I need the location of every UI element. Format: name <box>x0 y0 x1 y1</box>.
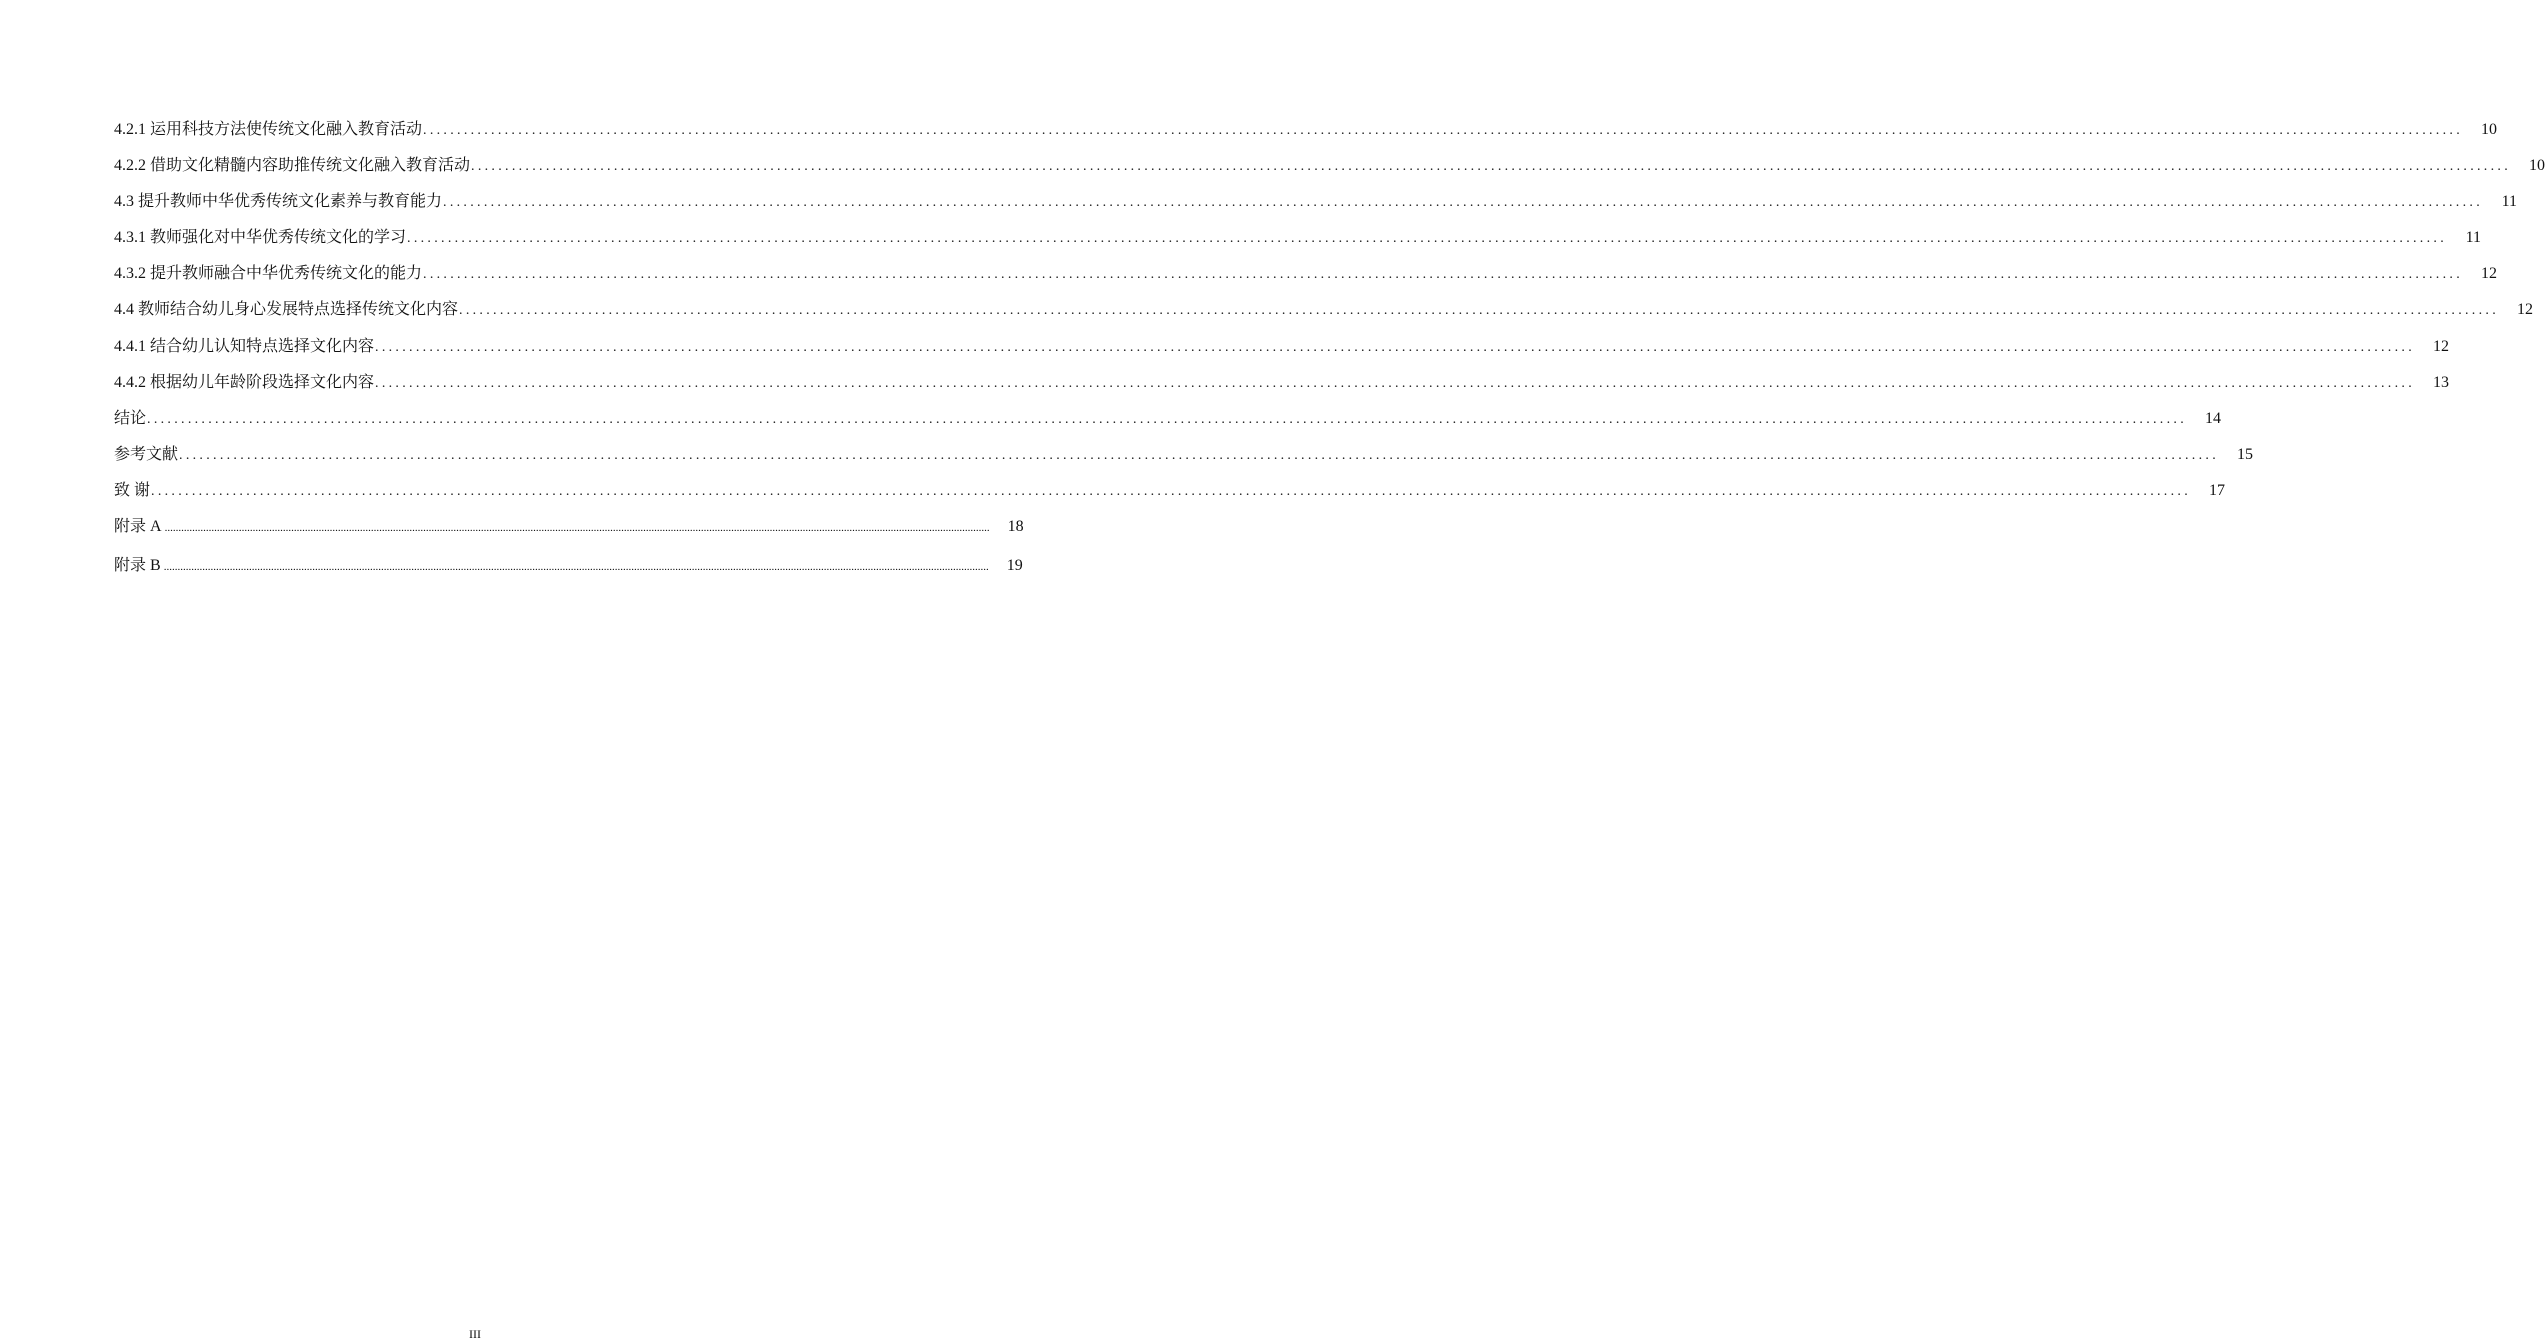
toc-entry-label: 致 谢 <box>114 481 151 499</box>
toc-entry-page: 19 <box>1006 557 1023 575</box>
toc-entry-page: 11 <box>2501 193 2518 211</box>
toc-entry[interactable] <box>114 329 2450 365</box>
toc-entry[interactable] <box>114 548 1023 587</box>
toc-leader-dots: ............................................................................................................................................................................................................................................................................................................ <box>423 267 2464 283</box>
toc-leader-dots: ............................................................................................................................................................................................................................................................................................................ <box>443 195 2484 211</box>
toc-entry-label: 4.3 提升教师中华优秀传统文化素养与教育能力 <box>114 193 443 211</box>
toc-entry-label: 4.4.2 根据幼儿年龄阶段选择文化内容 <box>114 373 375 391</box>
toc-entry-page: 10 <box>2529 157 2545 175</box>
toc-leader-dots: ............................................................................................................................................................................................................................................................................................................ <box>375 339 2416 355</box>
toc-entry-page: 14 <box>2205 409 2222 427</box>
toc-leader-dots: ............................................................................................................................................................................................................................................................................................................ <box>179 447 2220 463</box>
table-of-contents <box>114 112 2545 587</box>
toc-leader-dots: ............................................................................................................................................................................................................................................................................................................ <box>407 231 2448 247</box>
toc-leader-dots: ............................................................................................................................................................................................................................................................................................................ <box>151 483 2192 499</box>
toc-entry-label: 4.3.2 提升教师融合中华优秀传统文化的能力 <box>114 265 423 283</box>
toc-entry-page: 18 <box>1007 518 1024 536</box>
toc-entry-page: 12 <box>2517 301 2534 319</box>
toc-leader-dots: ............................................................................................................................................................................................................................................................................................................ <box>164 522 990 535</box>
toc-entry-label: 4.3.1 教师强化对中华优秀传统文化的学习 <box>114 229 407 247</box>
toc-entry-page: 10 <box>2481 121 2498 138</box>
toc-entry-label: 附录 B <box>114 557 161 575</box>
toc-entry-label: 4.2.1 运用科技方法使传统文化融入教育活动 <box>114 121 423 138</box>
toc-entry[interactable] <box>114 437 2254 473</box>
toc-leader-dots: ............................................................................................................................................................................................................................................................................................................ <box>459 303 2500 319</box>
toc-leader-dots: ............................................................................................................................................................................................................................................................................................................ <box>471 159 2512 175</box>
toc-entry-page: 15 <box>2237 445 2254 463</box>
toc-entry-page: 11 <box>2465 229 2482 247</box>
toc-entry-label: 参考文献 <box>114 445 179 463</box>
toc-entry[interactable] <box>114 256 2498 292</box>
toc-entry-label: 4.2.2 借助文化精髓内容助推传统文化融入教育活动 <box>114 157 471 175</box>
toc-entry[interactable] <box>114 509 1024 548</box>
toc-entry[interactable] <box>114 365 2450 401</box>
toc-entry-page: 13 <box>2433 373 2450 391</box>
toc-entry-page: 12 <box>2481 265 2498 283</box>
toc-leader-dots: ............................................................................................................................................................................................................................................................................................................ <box>423 123 2464 138</box>
toc-entry-page: 17 <box>2209 481 2226 499</box>
toc-entry[interactable] <box>114 184 2518 220</box>
toc-entry[interactable] <box>114 220 2482 256</box>
toc-entry[interactable] <box>114 292 2534 328</box>
toc-entry-page: 12 <box>2433 337 2450 355</box>
toc-entry-label: 结论 <box>114 409 147 427</box>
toc-entry-label: 4.4.1 结合幼儿认知特点选择文化内容 <box>114 337 375 355</box>
toc-leader-dots: ............................................................................................................................................................................................................................................................................................................ <box>163 561 989 574</box>
page-number: III <box>469 1327 481 1341</box>
toc-leader-dots: ............................................................................................................................................................................................................................................................................................................ <box>147 411 2188 427</box>
toc-entry-label: 附录 A <box>114 518 162 536</box>
toc-entry[interactable] <box>114 112 2498 148</box>
toc-entry[interactable] <box>114 148 2545 184</box>
toc-entry[interactable] <box>114 401 2222 437</box>
toc-entry-label: 4.4 教师结合幼儿身心发展特点选择传统文化内容 <box>114 301 459 319</box>
toc-leader-dots: ............................................................................................................................................................................................................................................................................................................ <box>375 375 2416 391</box>
toc-entry[interactable] <box>114 473 2226 509</box>
